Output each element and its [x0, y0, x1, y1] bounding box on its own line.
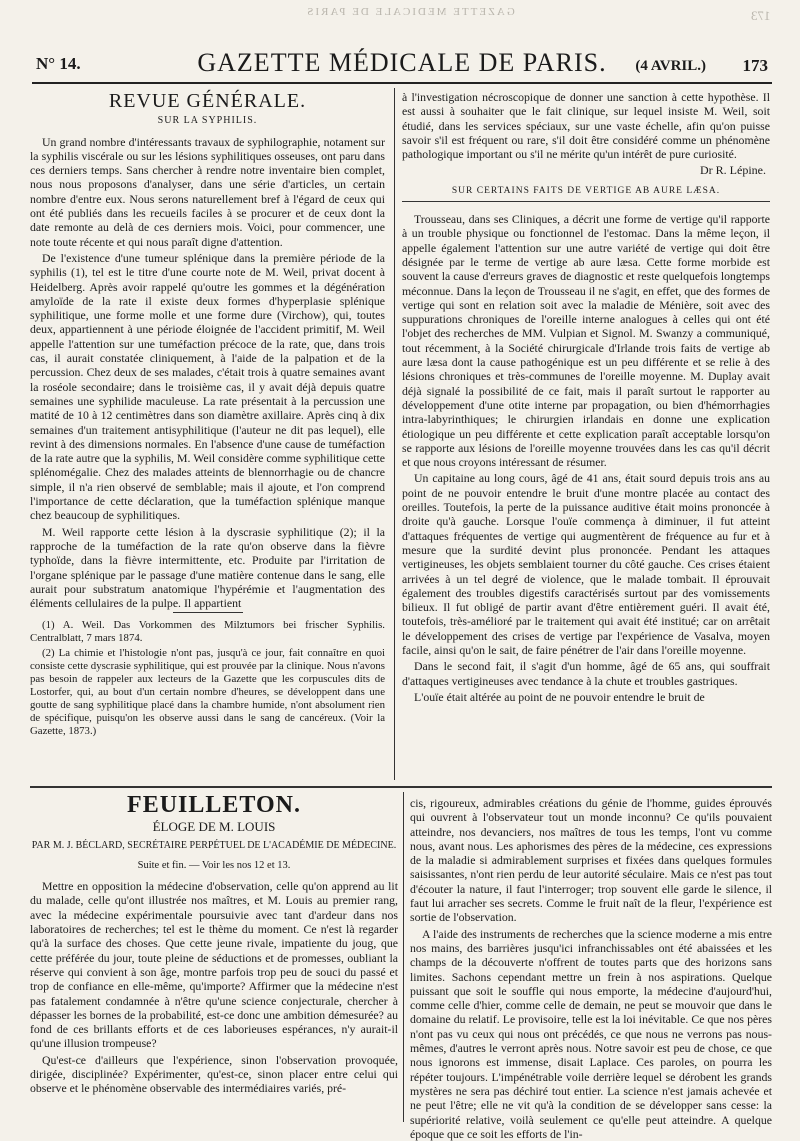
revue-paragraph: M. Weil rapporte cette lésion à la dyscrasie syphilitique (2); il la rapproche de la tuméfaction de la rate qu'on observe dans la fièvre typhoïde, dans la fièvre intermittente, etc. Produite par l'irritation de l'organe splénique par le passage d'une matière contenue dans le sang, elle aurait pour substratum anatomique l'hypérémie et l'augmentation des éléments cellulaires de la pulpe. Il appartient: [30, 524, 385, 611]
footnote: (1) A. Weil. Das Vorkommen des Milztumors bei frischer Syphilis. Centralblatt, 7 mars 1874.: [30, 619, 385, 645]
revue-column: [30, 90, 385, 780]
page-number: 173: [742, 56, 768, 75]
vertige-paragraph: Trousseau, dans ses Cliniques, a décrit une forme de vertige qu'il rapporte à un trouble physique ou fonctionnel de l'estomac. Dans la même leçon, il appelle également l'attention sur une autre variété de vertige qui doit être désignée par le terme de vertige ab aure læsa. Cette forme morbide est souvent la cause d'erreurs graves de diagnostic et reste quelquefois longtemps méconnue. Dans la leçon de Trousseau il ne s'agit, en effet, que des formes de vertige qui sont en relation soit avec la maladie de Ménière, soit avec des suppurations chroniques de l'oreille interne analogues à celles qui ont été l'objet des recherches de MM. Vulpian et Signol. M. Swanzy a communiqué, tout récemment, à la Société chirurgicale d'Irlande trois faits de vertige ab aure læsa dont la cause pathogénique est un peu différente et se relie à des lésions chroniques et très-communes de l'oreille moyenne. M. Duplay avait déjà signalé la possibilité de ce fait, mais il paraît surtout le rapporter au développement d'une otite interne par propagation, ou bien d'hémorrhagies intra-labyrinthiques; le chirurgien irlandais en donne une explication étiologique un peu différente et cette explication paraît acceptable lorsqu'on se rapporte aux lésions de l'oreille moyenne trouvées dans les cas qu'il décrit et que nous croyons intéressant de résumer.: [402, 212, 770, 470]
eloge-continuation-note: Suite et fin. — Voir les nos 12 et 13.: [137, 859, 291, 871]
vertige-paragraph: L'ouïe était altérée au point de ne pouvoir entendre le bruit de: [414, 689, 705, 704]
feuilleton-paragraph: A l'aide des instruments de recherches que la science moderne a mis entre nos mains, des barrières jusqu'ici infranchissables ont été abaissées et les champs de la découverte n'offrent de toutes parts que des horizons sans limites. Sachons cependant mettre un frein à nos aspirations. Quelque puissant que soit le souffle qui nous emporte, la médecine d'aujourd'hui, comme celle d'hier, comme celle de demain, ne peut se mouvoir que dans le domaine du relatif. Le provisoire, telle est la loi inévitable. Ce que nos pères n'ont pas vu ceux qui nous ont précédés, ce que nous ne verrons pas nous-mêmes, d'autres le verront après nous. Notre savoir est peu de chose, ce que nous ignorons est immense, disait Laplace. Ces paroles, on pourra les répéter toujours. L'impénétrable voile derrière lequel se dérobent les grands mystères ne sera pas déchiré tout entier. La science n'est jamais achevée et ne peut l'être; elle ne vit qu'à la condition de se développer sans cesse: la supériorité relative, voilà seulement ce qu'elle peut atteindre. A quelque époque que ce soit les efforts de l'in-: [410, 926, 772, 1141]
revue-paragraph: De l'existence d'une tumeur splénique dans la première période de la syphilis (1), tel est le titre d'une courte note de M. Weil, privat docent à Heidelberg. Après avoir rappelé qu'outre les gommes et la dégénération amyloïde de la rate il existe deux formes d'hyperplasie splénique syphilitique, une forme molle et une forme dure (Virchow), qui, toutes deux, appartiennent à une période éloignée de l'accident primitif, M. Weil appelle l'attention sur une tuméfaction précoce de la rate, que, dans trois cas, il aurait constatée cliniquement, à l'aide de la palpation et de la percussion. Chez deux de ses malades, c'était trois à quatre semaines avant la roséole secondaire; dans le troisième cas, il y avait déjà depuis quatre semaines une syphilide maculeuse. La rate présentait à la percussion une matité de 10 à 12 centimètres dans son diamètre axillaire. Après cinq à dix semaines d'un traitement antisyphilitique (l'auteur ne dit pas lequel), elle revint à des dimensions normales. En l'absence d'une cause de tuméfaction de la rate autre que la syphilis, M. Weil considère comme syphilitique cette splénomégalie. Chez des malades atteints de blennorrhagie ou de chancre simple, il n'a rien observé de semblable; mais il ajoute, et l'on comprend l'importance de cette déclaration, que la tuméfaction splénique manque chez beaucoup de syphilitiques.: [30, 250, 385, 523]
revue-title: REVUE GÉNÉRALE.: [108, 90, 307, 112]
bleed-through-page-number: 173: [750, 8, 770, 23]
feuilleton-right-column: [410, 796, 772, 1141]
vertige-column: [402, 90, 770, 780]
feuilleton-paragraph: Mettre en opposition la médecine d'observation, celle qu'on apprend au lit du malade, celle qu'ont illustrée nos maîtres, et M. Louis au premier rang, avec la médecine expérimentale poursuivie avec tant d'ardeur dans nos laboratoires de recherches; tel est le thème du moment. Ce n'est là regarder qu'à la surface des choses. Que cette jeune rivale, impatiente du joug, que cette préférée du jour, toute pleine de séductions et de promesses, oubliant la réserve qui convient à son âge, montre parfois trop peu de souci du passé et trop de confiance en elle-même, qu'importe? Affirmer que la médecine n'est pas fatalement condamnée à n'être qu'une science conjecturale, chercher à dépasser les bornes de la probabilité, est-ce donc une ambition démesurée? au fond de ces brillants efforts et de ces laborieuses espérances, n'y aurait-il qu'une illusion trompeuse?: [30, 879, 398, 1051]
feuilleton-paragraph: cis, rigoureux, admirables créations du génie de l'homme, guides éprouvés qui ouvrent à l'observateur tout un monde inconnu? Ce qu'ils pouvaient atteindre, nos devanciers, nos maîtres de tous les temps, l'ont vu comme nous, avant nous. Les aphorismes des pères de la médecine, ces expressions de la maladie si admirablement surprises et fixées dans quelques formules saisissantes, n'ont rien perdu de leur autorité séculaire. Mais ce n'est pas tout d'écouter la nature, il faut l'interroger; trop souvent elle garde le silence, il faut lui arracher ses secrets. Comme le fruit naît de la fleur, l'expérience est sortie de l'observation.: [410, 796, 772, 925]
feuilleton-left-column: [30, 792, 398, 1121]
notes-divider: [173, 612, 243, 613]
feuilleton-title: FEUILLETON.: [127, 792, 301, 818]
vertige-heading: SUR CERTAINS FAITS DE VERTIGE AB AURE LÆSA.: [402, 184, 770, 202]
revue-subtitle: SUR LA SYPHILIS.: [157, 115, 258, 127]
issue-date: (4 AVRIL.): [635, 58, 706, 74]
revue-paragraph: Un grand nombre d'intéressants travaux de syphilographie, notament sur la syphilis viscérale ou sur les lésions syphilitiques osseuses, ont paru dans ces derniers temps. Sans chercher à rendre notre inventaire bien complet, nous nous proposons d'analyser, dans une série d'articles, un certain nombre d'entre eux. Nous serons naturellement bref à l'égard de ceux qui ont été publiés dans les recueils faciles à se procurer et de ceux dont la date remonte au delà de ces derniers mois. Voici, pour commencer, une note toute récente et qui nous paraît digne d'attention.: [30, 134, 385, 249]
vertige-paragraph: Dans le second fait, il s'agit d'un homme, âgé de 65 ans, qui souffrait d'attaques vertigineuses avec tendance à la chute et troubles gastriques.: [402, 659, 770, 688]
revue-continuation: à l'investigation nécroscopique de donner une sanction à cette hypothèse. Il est aussi à souhaiter que le fait clinique, sur lequel insiste M. Weil, soit étudié, dans les services spéciaux, sur une vaste échelle, afin qu'on puisse savoir s'il est fréquent ou rare, s'il doit être considéré comme un phénomène pathologique important ou s'il ne mérite qu'un intérêt de pure curiosité.: [402, 90, 770, 162]
vertige-paragraph: Un capitaine au long cours, âgé de 41 ans, était sourd depuis trois ans au point de ne pouvoir entendre le bruit d'une montre placée au contact des oreilles. Toutefois, la perte de la puissance auditive était moins prononcée à droite qu'à gauche. Lorsque l'ouïe commença à diminuer, il fut atteint d'attaques fréquentes de vertige qui augmentèrent de fréquence au fur et à mesure que la surdité devint plus prononcée. Pendant les attaques vertigineuses, les objets semblaient tourner du côté gauche. Ces crises étaient arrivées à un tel degré de violence, que le malade tombait. Il éprouvait également des troubles digestifs caractérisés surtout par des vomissements bilieux. Il fut obligé de partir avant d'être entièrement guéri. Il avait été, toutefois, très-amélioré par le traitement qui avait été institué; car on arrêtait le développement des crises de vertige par l'expérience de Vasalva, moyen facile, ainsi qu'on le sait, de faire pénétrer de l'air dans l'oreille moyenne.: [402, 471, 770, 657]
eloge-title: ÉLOGE DE M. LOUIS: [152, 819, 276, 835]
eloge-author: PAR M. J. BÉCLARD, SECRÉTAIRE PERPÉTUEL DE L'ACADÉMIE DE MÉDECINE.: [31, 839, 397, 851]
column-divider: [403, 792, 404, 1122]
author-signature: Dr R. Lépine.: [700, 163, 766, 178]
newspaper-title: GAZETTE MÉDICALE DE PARIS.: [197, 48, 607, 77]
column-divider: [394, 88, 395, 780]
issue-number: N° 14.: [36, 54, 81, 73]
bleed-through-header: GAZETTE MEDICALE DE PARIS: [305, 6, 515, 18]
feuilleton-paragraph: Qu'est-ce d'ailleurs que l'expérience, sinon l'observation provoquée, dirigée, disciplinée? Expérimenter, qu'est-ce, sinon placer entre celui qui observe et le phénomène observable des intermédiaires variés, pré-: [30, 1052, 398, 1096]
masthead: [32, 46, 772, 84]
feuilleton-divider: [30, 786, 772, 788]
footnote: (2) La chimie et l'histologie n'ont pas, jusqu'à ce jour, fait connaître en quoi consiste cette dyscrasie syphilitique, qui est prouvée par la clinique. Nous n'avons pas besoin de rappeler aux lecteurs de la Gazette que les corpuscules dits de Lostorfer, qui, au bout d'un certain nombre d'heures, se développent dans une goutte de sang syphilitique placé dans la chambre humide, n'ont absolument rien de spécifique, puisqu'on les observe aussi dans le sang de cancéreux. (Voir la Gazette, 1873.): [30, 647, 385, 738]
